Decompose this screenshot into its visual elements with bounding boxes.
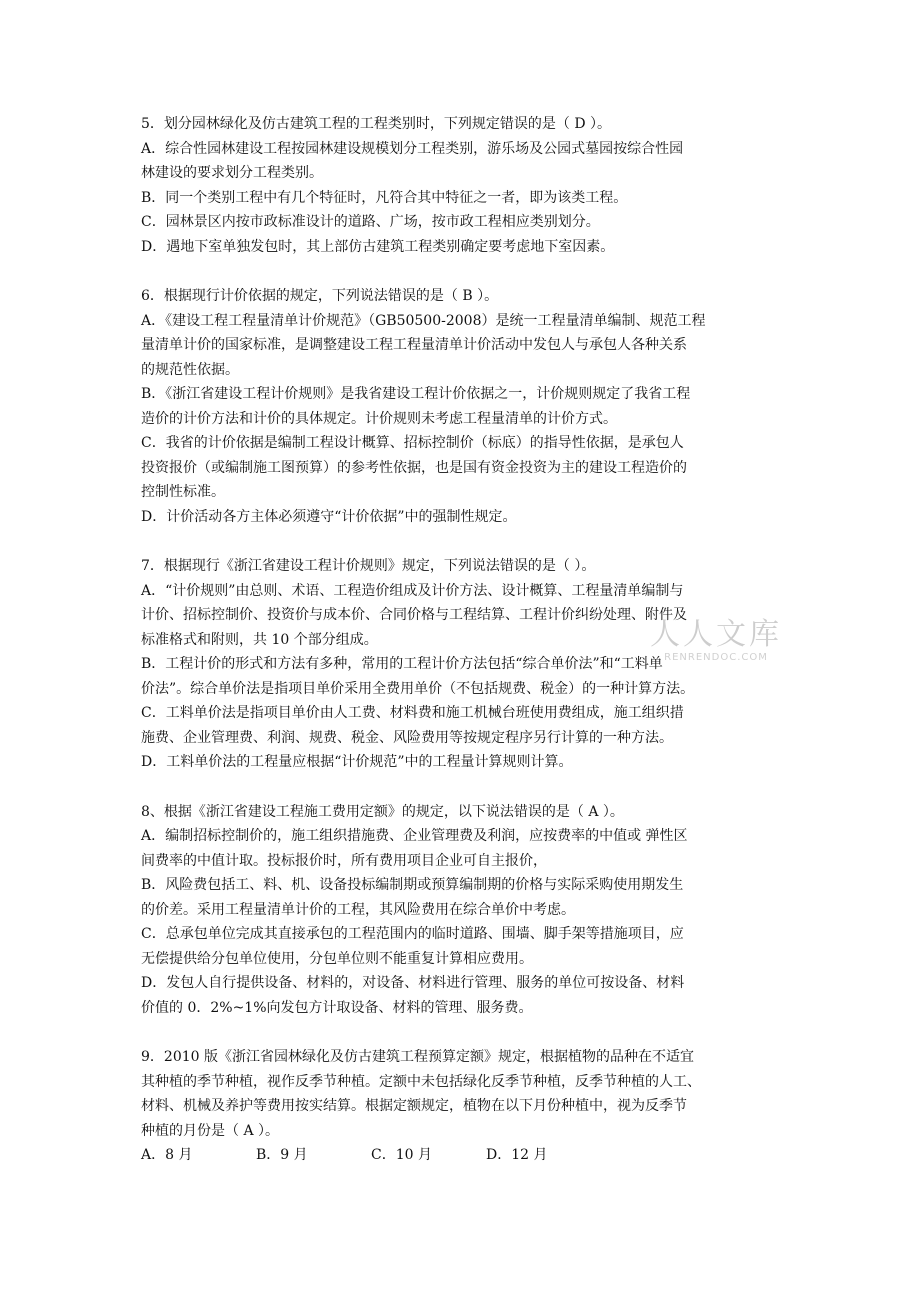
option-d: D．发包人自行提供设备、材料的，对设备、材料进行管理、服务的单位可按设备、材料 <box>141 975 685 991</box>
option-c-cont: 投资报价（或编制施工图预算）的参考性依据，也是国有资金投资为主的建设工程造价的 <box>141 459 687 476</box>
option-d: D．12 月 <box>486 1147 548 1163</box>
option-d: D．计价活动各方主体必须遵守“计价依据”中的强制性规定。 <box>141 508 517 525</box>
option-c: C．园林景区内按市政标准设计的道路、广场，按市政工程相应类别划分。 <box>141 214 600 230</box>
option-b-cont: 的价差。采用工程量清单计价的工程，其风险费用在综合单价中考虑。 <box>141 901 575 918</box>
question-stem-cont: 其种植的季节种植，视作反季节种植。定额中未包括绿化反季节种植，反季节种植的人工、 <box>141 1073 701 1090</box>
option-a-cont: 标准格式和附则，共 10 个部分组成。 <box>141 631 378 648</box>
option-b: B．风险费包括工、料、机、设备投标编制期或预算编制期的价格与实际采购使用期发生 <box>141 877 684 893</box>
option-a: A．综合性园林建设工程按园林建设规模划分工程类别，游乐场及公园式墓园按综合性园 <box>141 140 684 157</box>
option-a-cont: 林建设的要求划分工程类别。 <box>141 165 323 181</box>
option-a: A．8 月 <box>141 1147 193 1163</box>
option-a: A．编制招标控制价的，施工组织措施费、企业管理费及利润，应按费率的中值或 弹性区 <box>141 828 688 844</box>
question-8 <box>141 800 781 1021</box>
option-d-cont: 价值的 0．2%~1%向发包方计取设备、材料的管理、服务费。 <box>141 999 533 1016</box>
option-a: A．“计价规则”由总则、术语、工程造价组成及计价方法、设计概算、工程量清单编制与 <box>141 582 684 599</box>
option-c-cont: 无偿提供给分包单位使用，分包单位则不能重复计算相应费用。 <box>141 950 533 967</box>
question-stem: 9．2010 版《浙江省园林绿化及仿古建筑工程预算定额》规定，根据植物的品种在不适宜 <box>141 1049 694 1065</box>
watermark-title: 人人文库 <box>650 617 782 652</box>
option-d: D．遇地下室单独发包时，其上部仿古建筑工程类别确定要考虑地下室因素。 <box>141 238 615 255</box>
question-stem-cont: 种植的月份是（ A ）。 <box>141 1122 280 1139</box>
watermark-logo <box>650 618 782 664</box>
option-c: C．我省的计价依据是编制工程设计概算、招标控制价（标底）的指导性依据，是承包人 <box>141 435 684 451</box>
option-b: B．9 月 <box>256 1147 308 1163</box>
option-b: B．同一个类别工程中有几个特征时，凡符合其中特征之一者，即为该类工程。 <box>141 189 628 206</box>
question-stem: 8、根据《浙江省建设工程施工费用定额》的规定，以下说法错误的是（ A ）。 <box>141 803 624 820</box>
question-6 <box>141 284 781 529</box>
option-b-cont: 造价的计价方法和计价的具体规定。计价规则未考虑工程量清单的计价方式。 <box>141 410 617 427</box>
option-b: B．《浙江省建设工程计价规则》是我省建设工程计价依据之一，计价规则规定了我省工程 <box>141 386 691 402</box>
option-a-cont: 计价、招标控制价、投资价与成本价、合同价格与工程结算、工程计价纠纷处理、附件及 <box>141 607 687 623</box>
option-c: C．10 月 <box>371 1147 432 1163</box>
option-b-cont: 价法”。综合单价法是指项目单价采用全费用单价（不包括规费、税金）的一种计算方法。 <box>141 680 695 697</box>
question-5 <box>141 112 781 259</box>
option-d: D．工料单价法的工程量应根据“计价规范”中的工程量计算规则计算。 <box>141 754 573 770</box>
option-c-cont: 施费、企业管理费、利润、规费、税金、风险费用等按规定程序另行计算的一种方法。 <box>141 729 673 746</box>
question-stem: 7．根据现行《浙江省建设工程计价规则》规定，下列说法错误的是（ ）。 <box>141 558 596 574</box>
option-b: B．工程计价的形式和方法有多种，常用的工程计价方法包括“综合单价法”和“工料单 <box>141 656 663 672</box>
option-c: C．工料单价法是指项目单价由人工费、材料费和施工机械台班使用费组成，施工组织措 <box>141 705 684 721</box>
option-c: C．总承包单位完成其直接承包的工程范围内的临时道路、围墙、脚手架等措施项目，应 <box>141 926 684 942</box>
option-a-cont: 的规范性依据。 <box>141 361 239 378</box>
question-stem: 5．划分园林绿化及仿古建筑工程的工程类别时，下列规定错误的是（ D ）。 <box>141 116 612 132</box>
options-row <box>141 1143 781 1168</box>
option-c-cont: 控制性标准。 <box>141 484 225 500</box>
option-a: A．《建设工程工程量清单计价规范》（GB50500-2008）是统一工程量清单编制、规范工程 <box>141 312 706 329</box>
question-stem-cont: 材料、机械及养护等费用按实结算。根据定额规定，植物在以下月份种植中，视为反季节 <box>141 1098 687 1114</box>
question-7 <box>141 554 781 775</box>
question-9 <box>141 1045 781 1168</box>
watermark-subtitle: RENRENDOC.COM <box>664 652 768 663</box>
question-stem: 6．根据现行计价依据的规定，下列说法错误的是（ B ）。 <box>141 288 499 304</box>
option-a-cont: 量清单计价的国家标准，是调整建设工程工程量清单计价活动中发包人与承包人各种关系 <box>141 337 687 353</box>
option-a-cont: 间费率的中值计取。投标报价时，所有费用项目企业可自主报价， <box>141 852 547 869</box>
